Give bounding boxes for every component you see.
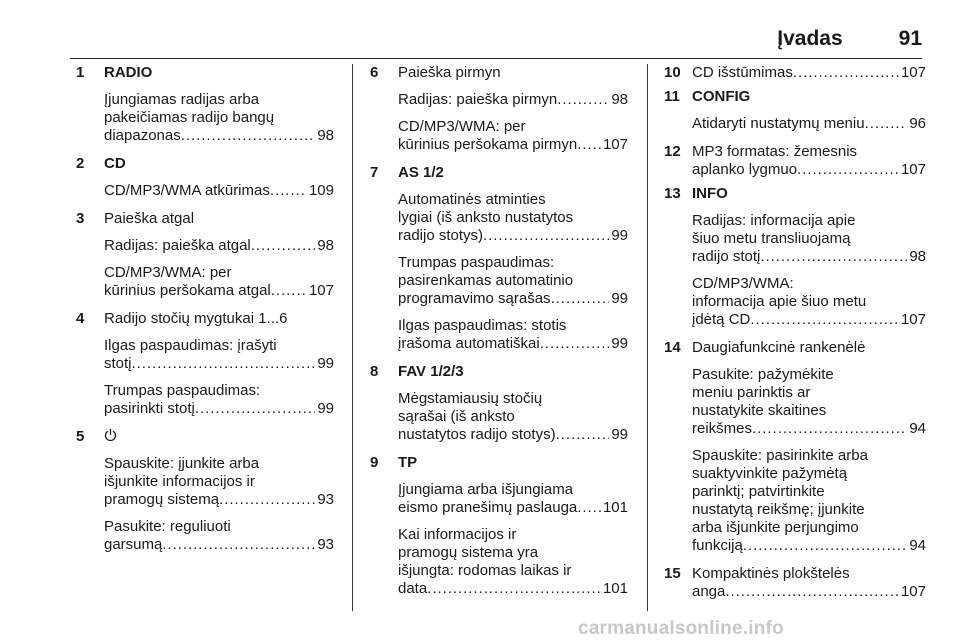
column-2 (370, 64, 628, 608)
text-line: Ilgas paspaudimas: įrašyti (104, 337, 277, 354)
text-line: Trumpas paspaudimas: (398, 254, 555, 271)
ref-text: programavimo sąrašas (398, 290, 551, 307)
page-ref (104, 127, 334, 145)
dot-leader (162, 536, 315, 554)
page-ref (104, 237, 334, 255)
entry-body (692, 143, 926, 179)
entry-number: 14 (664, 339, 681, 356)
entry-body (104, 155, 334, 200)
text-line: Pasukite: pažymėkite (692, 366, 834, 383)
entry-paragraph (104, 264, 334, 300)
entry-paragraph (104, 455, 334, 509)
text-line: Kompaktinės plokštelės (692, 565, 850, 582)
entry-body (692, 339, 926, 555)
entry-paragraph (692, 447, 926, 555)
page-ref (692, 420, 926, 438)
entry-body (104, 310, 334, 418)
entry-number: 13 (664, 185, 681, 202)
ref-page: 107 (602, 136, 628, 153)
text-line: nustatytą reikšmę; įjunkite (692, 501, 865, 518)
dot-leader (865, 115, 908, 133)
dot-leader (270, 182, 307, 200)
column-divider (647, 64, 648, 611)
text-line: Spauskite: įjunkite arba (104, 455, 260, 472)
entry-paragraph (398, 390, 628, 444)
ref-text: CD/MP3/WMA atkūrimas (104, 182, 270, 199)
text-line: Įjungiama arba išjungiama (398, 481, 574, 498)
page-ref (398, 580, 628, 598)
entry-number: 8 (370, 363, 379, 380)
dot-leader (251, 237, 316, 255)
text-line: informacija apie šiuo metu (692, 293, 867, 310)
ref-page: 107 (900, 583, 926, 600)
ref-page: 99 (611, 426, 628, 443)
dot-leader (743, 537, 907, 555)
entry-number: 11 (664, 88, 680, 105)
page-ref (398, 91, 628, 109)
entry-number: 1 (76, 64, 85, 81)
ref-text: įrašoma automatiškai (398, 335, 540, 352)
text-line: Ilgas paspaudimas: stotis (398, 317, 567, 334)
entry-paragraph (104, 518, 334, 554)
ref-text: Radijas: paieška pirmyn (398, 91, 558, 108)
entry-15 (664, 565, 926, 601)
entry-number: 15 (664, 565, 681, 582)
ref-text: pramogų sistemą (104, 491, 220, 508)
ref-page: 101 (602, 580, 628, 597)
entry-heading: CD (104, 155, 126, 172)
entry-heading: Daugiafunkcinė rankenėlė (692, 339, 866, 356)
text-line: pakeičiamas radijo bangų (104, 109, 275, 126)
page-ref (104, 536, 334, 554)
ref-text: kūrinius peršokama atgal (104, 282, 271, 299)
text-line: Spauskite: pasirinkite arba (692, 447, 868, 464)
ref-text: kūrinius peršokama pirmyn (398, 136, 578, 153)
entry-number: 4 (76, 310, 85, 327)
text-line: išjungta: rodomas laikas ir (398, 562, 572, 579)
page-ref (398, 227, 628, 245)
entry-paragraph (398, 254, 628, 308)
entry-number: 2 (76, 155, 85, 172)
entry-body (398, 64, 628, 154)
ref-text: stotį (104, 355, 132, 372)
page-ref (104, 400, 334, 418)
entry-paragraph (692, 275, 926, 329)
dot-leader (556, 426, 610, 444)
entry-body (398, 454, 628, 598)
ref-page: 99 (611, 227, 628, 244)
entry-paragraph (398, 317, 628, 353)
text-line: Trumpas paspaudimas: (104, 382, 261, 399)
header-rule (70, 58, 922, 59)
dot-leader (752, 420, 907, 438)
ref-page: 99 (317, 355, 334, 372)
page-ref (398, 499, 628, 517)
page-ref (104, 491, 334, 509)
text-line: sąrašai (iš anksto (398, 408, 515, 425)
page-ref (398, 290, 628, 308)
page-ref (692, 311, 926, 329)
text-line: pasirenkamas automatinio (398, 272, 574, 289)
page-ref (692, 161, 926, 179)
ref-text: aplanko lygmuo (692, 161, 798, 178)
text-line: meniu parinktis ar (692, 384, 811, 401)
dot-leader (793, 64, 899, 82)
ref-page: 98 (611, 91, 628, 108)
entry-number: 3 (76, 210, 85, 227)
text-line: lygiai (iš anksto nustatytos (398, 209, 574, 226)
page-ref (398, 335, 628, 353)
entry-body (692, 64, 926, 82)
dot-leader (760, 248, 907, 266)
ref-page: 96 (909, 115, 926, 132)
dot-leader (577, 499, 601, 517)
text-line: parinktį; patvirtinkite (692, 483, 825, 500)
ref-page: 99 (611, 335, 628, 352)
section-title: Įvadas (777, 27, 843, 50)
ref-page: 107 (308, 282, 334, 299)
watermark: carmanualsonline.info (578, 618, 784, 639)
dot-leader (750, 311, 899, 329)
text-line: CD/MP3/WMA: per (104, 264, 232, 281)
ref-text: radijo stotį (692, 248, 761, 265)
ref-page: 98 (317, 237, 334, 254)
entry-paragraph (104, 237, 334, 255)
dot-leader (132, 355, 316, 373)
entry-body (104, 210, 334, 300)
entry-2 (76, 155, 334, 200)
entry-heading: Radijo stočių mygtukai 1...6 (104, 310, 288, 327)
ref-page: 107 (900, 311, 926, 328)
text-line: Pasukite: reguliuoti (104, 518, 231, 535)
entry-1 (76, 64, 334, 145)
entry-body (692, 88, 926, 133)
ref-text: radijo stotys) (398, 227, 484, 244)
entry-8 (370, 363, 628, 444)
entry-number: 7 (370, 164, 379, 181)
ref-text: Atidaryti nustatymų meniu (692, 115, 865, 132)
dot-leader (181, 127, 316, 145)
ref-text: garsumą (104, 536, 163, 553)
ref-page: 107 (900, 161, 926, 178)
ref-page: 93 (317, 491, 334, 508)
page-ref (398, 136, 628, 154)
entry-3 (76, 210, 334, 300)
dot-leader (271, 282, 307, 300)
ref-text: CD išstūmimas (692, 64, 793, 81)
page-ref (692, 115, 926, 133)
entry-paragraph (104, 91, 334, 145)
ref-page: 99 (317, 400, 334, 417)
page-ref (104, 182, 334, 200)
entry-paragraph (692, 366, 926, 438)
entry-7 (370, 164, 628, 353)
entry-4 (76, 310, 334, 418)
entry-10 (664, 64, 926, 82)
page-ref (692, 583, 926, 601)
ref-text: reikšmes (692, 420, 753, 437)
text-line: arba išjunkite perjungimo (692, 519, 859, 536)
entry-body (398, 164, 628, 353)
ref-text: anga (692, 583, 726, 600)
dot-leader (427, 580, 601, 598)
entry-body (104, 64, 334, 145)
entry-body (104, 428, 334, 554)
ref-page: 94 (909, 537, 926, 554)
ref-page: 93 (317, 536, 334, 553)
entry-heading: AS 1/2 (398, 164, 444, 181)
entry-heading: Paieška pirmyn (398, 64, 501, 81)
ref-text: diapazonas (104, 127, 181, 144)
page-number: 91 (898, 27, 922, 50)
entry-paragraph (104, 382, 334, 418)
dot-leader (557, 91, 609, 109)
text-line: nustatykite skaitines (692, 402, 827, 419)
ref-text: įdėtą CD (692, 311, 751, 328)
text-line: šiuo metu transliuojamą (692, 230, 851, 247)
entry-heading (104, 428, 334, 446)
entry-9 (370, 454, 628, 598)
dot-leader (725, 583, 899, 601)
entry-number: 5 (76, 428, 85, 445)
column-1 (76, 64, 334, 564)
entry-paragraph (398, 191, 628, 245)
entry-13 (664, 185, 926, 329)
entry-11 (664, 88, 926, 133)
ref-text: data (398, 580, 428, 597)
entry-paragraph (398, 118, 628, 154)
entry-number: 6 (370, 64, 379, 81)
dot-leader (551, 290, 610, 308)
page-ref (104, 355, 334, 373)
entry-heading: CONFIG (692, 88, 751, 105)
text-line: Mėgstamiausių stočių (398, 390, 543, 407)
column-3 (664, 64, 926, 611)
entry-number: 10 (664, 64, 681, 81)
entry-paragraph (398, 526, 628, 598)
page-ref (398, 426, 628, 444)
ref-text: funkciją (692, 537, 743, 554)
page-ref (692, 248, 926, 266)
entry-12 (664, 143, 926, 179)
text-line: Įjungiamas radijas arba (104, 91, 260, 108)
dot-leader (577, 136, 601, 154)
entry-14 (664, 339, 926, 555)
entry-5 (76, 428, 334, 554)
text-line: CD/MP3/WMA: per (398, 118, 526, 135)
text-line: MP3 formatas: žemesnis (692, 143, 858, 160)
dot-leader (483, 227, 609, 245)
text-line: Radijas: informacija apie (692, 212, 856, 229)
ref-text: eismo pranešimų paslauga (398, 499, 578, 516)
entry-paragraph (398, 481, 628, 517)
dot-leader (540, 335, 610, 353)
page-ref (692, 537, 926, 555)
column-divider (352, 64, 353, 611)
entry-number: 9 (370, 454, 379, 471)
text-line: Automatinės atminties (398, 191, 546, 208)
power-icon (104, 428, 117, 442)
ref-text: pasirinkti stotį (104, 400, 195, 417)
entry-paragraph (692, 212, 926, 266)
ref-page: 107 (900, 64, 926, 81)
ref-text: Radijas: paieška atgal (104, 237, 251, 254)
entry-6 (370, 64, 628, 154)
entry-body (692, 565, 926, 601)
ref-page: 94 (909, 420, 926, 437)
entry-heading: INFO (692, 185, 728, 202)
text-line: išjunkite informacijos ir (104, 473, 255, 490)
entry-number: 12 (664, 143, 681, 160)
page-header (70, 22, 922, 56)
page-ref (692, 64, 926, 82)
text-line: CD/MP3/WMA: (692, 275, 794, 292)
ref-page: 98 (909, 248, 926, 265)
ref-page: 109 (308, 182, 334, 199)
dot-leader (219, 491, 315, 509)
text-line: suaktyvinkite pažymėtą (692, 465, 848, 482)
entry-heading: RADIO (104, 64, 153, 81)
entry-body (398, 363, 628, 444)
page-ref (104, 282, 334, 300)
entry-paragraph (398, 91, 628, 109)
ref-page: 98 (317, 127, 334, 144)
entry-heading: Paieška atgal (104, 210, 195, 227)
ref-text: nustatytos radijo stotys) (398, 426, 556, 443)
dot-leader (195, 400, 315, 418)
text-line: pramogų sistema yra (398, 544, 539, 561)
ref-page: 99 (611, 290, 628, 307)
ref-page: 101 (602, 499, 628, 516)
text-line: Kai informacijos ir (398, 526, 517, 543)
entry-body (692, 185, 926, 329)
dot-leader (797, 161, 899, 179)
entry-paragraph (104, 337, 334, 373)
entry-heading: TP (398, 454, 418, 471)
entry-heading: FAV 1/2/3 (398, 363, 464, 380)
